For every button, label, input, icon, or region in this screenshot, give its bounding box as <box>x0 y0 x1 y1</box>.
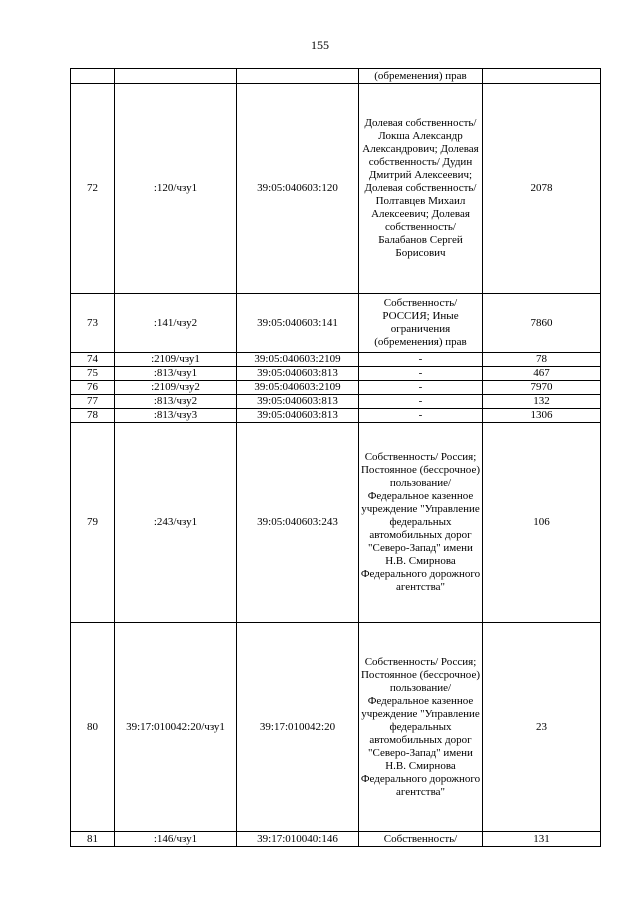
cell-rights: - <box>359 353 483 367</box>
cell-cadastral-number <box>237 69 359 84</box>
land-plots-table <box>70 68 601 847</box>
cell-no: 78 <box>71 409 115 423</box>
cell-no: 74 <box>71 353 115 367</box>
cell-rights: - <box>359 381 483 395</box>
table-row <box>71 294 601 353</box>
cell-no: 79 <box>71 423 115 623</box>
cell-area <box>483 69 601 84</box>
cell-cadastral-number: 39:05:040603:813 <box>237 395 359 409</box>
cell-cadastral-number: 39:05:040603:813 <box>237 367 359 381</box>
cell-area: 131 <box>483 832 601 847</box>
cell-plot-part: :120/чзу1 <box>115 84 237 294</box>
cell-plot-part <box>115 69 237 84</box>
cell-no: 80 <box>71 623 115 832</box>
cell-no: 75 <box>71 367 115 381</box>
cell-cadastral-number: 39:17:010040:146 <box>237 832 359 847</box>
cell-rights: - <box>359 395 483 409</box>
cell-rights: Собственность/ Россия; Постоянное (бессрочное) пользование/ Федеральное казенное учреждение "Управление федеральных автомобильных дорог "Северо-Запад" имени Н.В. Смирнова Федерального дорожного агентства" <box>359 623 483 832</box>
cell-area: 467 <box>483 367 601 381</box>
cell-area: 106 <box>483 423 601 623</box>
table-row <box>71 353 601 367</box>
table-row <box>71 381 601 395</box>
cell-no <box>71 69 115 84</box>
table-row <box>71 423 601 623</box>
cell-plot-part: :813/чзу2 <box>115 395 237 409</box>
cell-cadastral-number: 39:05:040603:120 <box>237 84 359 294</box>
table-row <box>71 409 601 423</box>
cell-plot-part: :141/чзу2 <box>115 294 237 353</box>
cell-rights: Собственность/ <box>359 832 483 847</box>
table-row <box>71 367 601 381</box>
cell-cadastral-number: 39:05:040603:2109 <box>237 353 359 367</box>
cell-rights: Собственность/ Россия; Постоянное (бессрочное) пользование/ Федеральное казенное учреждение "Управление федеральных автомобильных дорог "Северо-Запад" имени Н.В. Смирнова Федерального дорожного агентства" <box>359 423 483 623</box>
cell-no: 77 <box>71 395 115 409</box>
cell-area: 1306 <box>483 409 601 423</box>
cell-plot-part: :813/чзу1 <box>115 367 237 381</box>
cell-no: 76 <box>71 381 115 395</box>
cell-rights: - <box>359 367 483 381</box>
cell-cadastral-number: 39:05:040603:813 <box>237 409 359 423</box>
cell-rights: Долевая собственность/ Локша Александр Александрович; Долевая собственность/ Дудин Дмитрий Алексеевич; Долевая собственность/ Полтавцев Михаил Алексеевич; Долевая собственность/ Балабанов Сергей Борисович <box>359 84 483 294</box>
cell-area: 23 <box>483 623 601 832</box>
cell-area: 78 <box>483 353 601 367</box>
table-row <box>71 84 601 294</box>
cell-plot-part: :146/чзу1 <box>115 832 237 847</box>
cell-area: 7970 <box>483 381 601 395</box>
cell-rights: - <box>359 409 483 423</box>
cell-plot-part: :813/чзу3 <box>115 409 237 423</box>
table-row <box>71 69 601 84</box>
cell-area: 132 <box>483 395 601 409</box>
cell-cadastral-number: 39:05:040603:141 <box>237 294 359 353</box>
table-row <box>71 623 601 832</box>
page-number: 155 <box>311 38 329 52</box>
cell-area: 7860 <box>483 294 601 353</box>
cell-area: 2078 <box>483 84 601 294</box>
cell-no: 72 <box>71 84 115 294</box>
cell-cadastral-number: 39:17:010042:20 <box>237 623 359 832</box>
cell-no: 81 <box>71 832 115 847</box>
cell-plot-part: 39:17:010042:20/чзу1 <box>115 623 237 832</box>
cell-plot-part: :243/чзу1 <box>115 423 237 623</box>
table-row <box>71 832 601 847</box>
cell-plot-part: :2109/чзу1 <box>115 353 237 367</box>
cell-rights: Собственность/ РОССИЯ; Иные ограничения (обременения) прав <box>359 294 483 353</box>
cell-no: 73 <box>71 294 115 353</box>
cell-cadastral-number: 39:05:040603:2109 <box>237 381 359 395</box>
cell-rights: (обременения) прав <box>359 69 483 84</box>
table-row <box>71 395 601 409</box>
cell-plot-part: :2109/чзу2 <box>115 381 237 395</box>
cell-cadastral-number: 39:05:040603:243 <box>237 423 359 623</box>
